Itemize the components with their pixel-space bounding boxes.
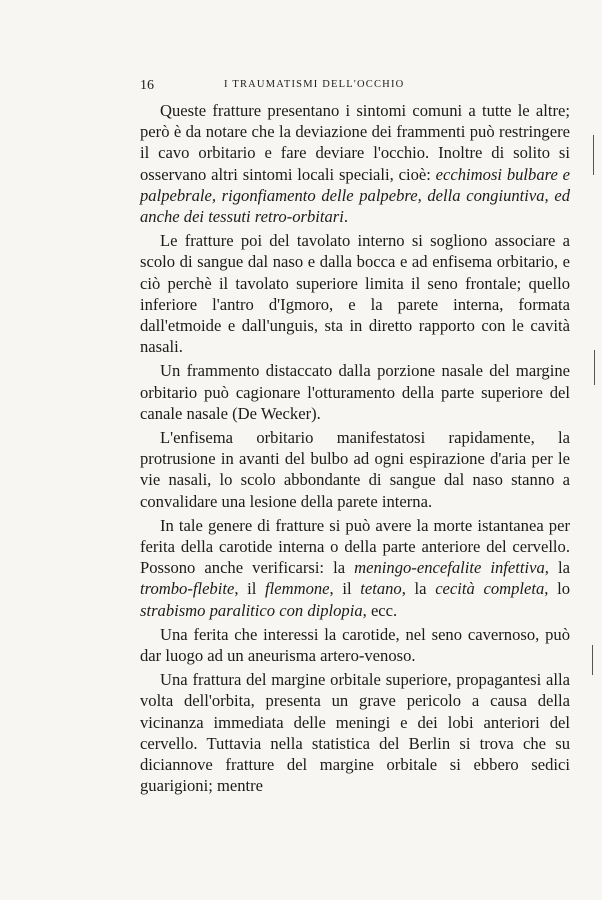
running-title: I TRAUMATISMI DELL'OCCHIO xyxy=(224,79,405,90)
paragraph-5 xyxy=(140,515,570,621)
page-header xyxy=(140,78,560,98)
paragraph-5-text-a: In tale genere di fratture si può avere la morte istantanea per ferita della carotide interna o della parte anteriore del cervello. Possono anche verificarsi: la xyxy=(140,515,570,578)
scan-edge-mark-2 xyxy=(594,350,595,385)
paragraph-5-italic-f: strabismo paralitico con diplopia xyxy=(140,600,363,620)
paragraph-4: L'enfisema orbitario manifestatosi rapidamente, la protrusione in avanti del bulbo ad ogni espirazione d'aria per le vie nasali, lo scolo abbondante di sangue dal naso stanno a convalidare una lesione della parete interna. xyxy=(140,428,570,511)
paragraph-1-text-b: . xyxy=(343,207,349,227)
paragraph-2: Le fratture poi del tavolato interno si sogliono associare a scolo di sangue dal naso e dalla bocca e ad enfisema orbitario, e ciò perchè il tavolato superiore limita il seno frontale; quello inferiore l'antro d'Igmoro, e la parete interna, formata dall'etmoide e dall'unguis, sta in diretto rapporto con le cavità nasali. xyxy=(140,231,570,357)
paragraph-6: Una ferita che interessi la carotide, nel seno cavernoso, può dar luogo ad un aneurisma artero-venoso. xyxy=(140,624,570,666)
paragraph-5-text-c: , il xyxy=(234,579,266,599)
paragraph-5-text-e: , la xyxy=(401,579,436,599)
scan-edge-mark-1 xyxy=(593,135,594,175)
page-number: 16 xyxy=(140,78,154,93)
body-text xyxy=(140,100,570,797)
paragraph-7: Una frattura del margine orbitale superiore, propagantesi alla volta dell'orbita, presenta un grave pericolo a causa della vicinanza immediata delle meningi e dei lobi anteriori del cervello. Tuttavia nella statistica del Berlin si trova che su diciannove fratture del margine orbitale si ebbero sedici guarigioni; mentre xyxy=(140,670,570,796)
paragraph-5-text-f: , lo xyxy=(544,579,571,599)
paragraph-5-italic-e: cecità completa xyxy=(435,579,545,599)
paragraph-1-italic-a: ecchimosi bulbare e palpebrale, rigonfiamento delle palpebre, della congiuntiva, ed anche dei tessuti retro-orbitari xyxy=(140,164,570,227)
paragraph-5-text-g: , ecc. xyxy=(362,600,398,620)
paragraph-5-text-d: , il xyxy=(329,579,361,599)
paragraph-5-italic-d: tetano xyxy=(360,579,402,599)
paragraph-1 xyxy=(140,100,570,227)
scan-edge-mark-3 xyxy=(592,645,593,675)
paragraph-5-text-b: , la xyxy=(544,558,570,578)
paragraph-3: Un frammento distaccato dalla porzione nasale del margine orbitario può cagionare l'otturamento della parte superiore del canale nasale (De Wecker). xyxy=(140,361,570,423)
paragraph-1-text-a: Queste fratture presentano i sintomi comuni a tutte le altre; però è da notare che la deviazione dei frammenti può restringere il cavo orbitario e fare deviare l'occhio. Inoltre di solito si osservano altri sintomi locali speciali, cioè: xyxy=(140,101,570,184)
paragraph-5-italic-b: trombo-flebite xyxy=(140,579,235,599)
paragraph-5-italic-c: flemmone xyxy=(265,579,330,599)
paragraph-5-italic-a: meningo-encefalite infettiva xyxy=(354,558,545,578)
